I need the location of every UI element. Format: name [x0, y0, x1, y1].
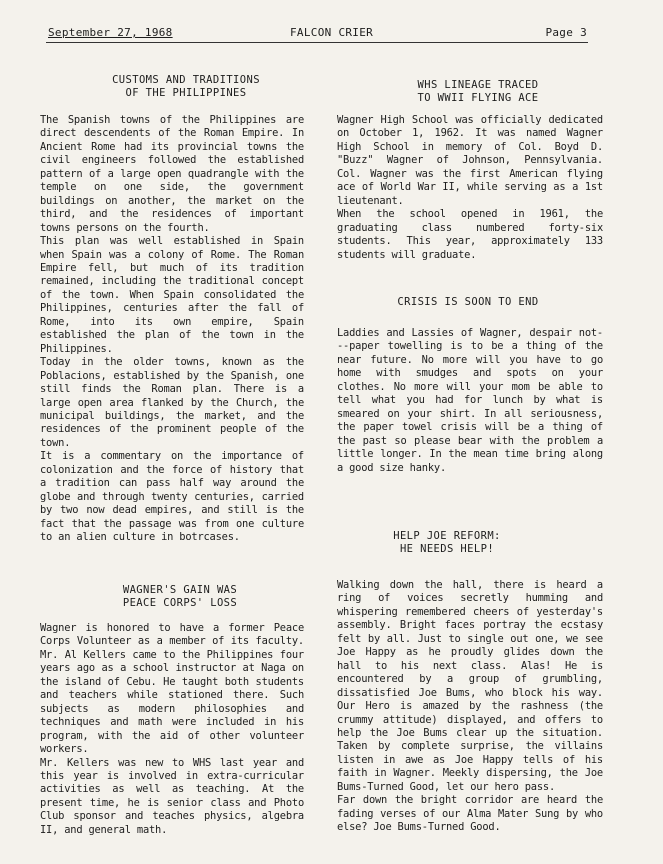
help-joe-heading: HELP JOE REFORM: HE NEEDS HELP!	[393, 530, 501, 555]
page-header	[48, 26, 585, 42]
lineage-article-body: Wagner High School was officially dedicated on October 1, 1962. It was named Wagner High School in memory of Col. Boyd D. "Buzz" Wagner of Johnson, Pennsylvania. Col. Wagner was the first American flying ace of World War II, while serving as a 1st lieutenant. When the school opened in 1961, the graduating class numbered forty-six students. This year, approximately 133 students will graduate.	[337, 114, 603, 261]
lineage-heading: WHS LINEAGE TRACED TO WWII FLYING ACE	[417, 79, 539, 104]
peace-corps-heading: WAGNER'S GAIN WAS PEACE CORPS' LOSS	[122, 584, 238, 609]
help-joe-article-body: Walking down the hall, there is heard a ring of voices secretly humming and whispering remembered cheers of yesterday's assembly. Bright faces portray the ecstasy felt by all. Just to single out one, we see Joe Happy as he proudly glides down the hall to his next class. Alas! He is encountered by a group of grumbling, dissatisfied Joe Bums, who block his way. Our Hero is amazed by the rashness (the crummy attitude) displayed, and offers to help the Joe Bums clear up the situation. Taken by complete surprise, the villains listen in awe as Joe Happy tells of his faith in Wagner. Meekly dispersing, the Joe Bums-Turned Good, let our hero pass. Far down the bright corridor are heard the fading verses of our Alma Mater Sung by who else? Joe Bums-Turned Good.	[337, 579, 603, 834]
peace-corps-article-body: Wagner is honored to have a former Peace Corps Volunteer as a member of its faculty. Mr. Al Kellers came to the Philippines four years ago as a school instructor at Naga on the island of Cebu. He taught both students and teachers while stationed there. Such subjects as modern philosophies and techniques and math were included in his program, with the aid of other volunteer workers. Mr. Kellers was new to WHS last year and this year is involved in extra-curricular activities as well as teaching. At the present time, he is senior class and Photo Club sponsor and teaches physics, algebra II, and general math.	[40, 622, 304, 836]
customs-heading: CUSTOMS AND TRADITIONS OF THE PHILIPPINES	[112, 74, 260, 99]
issue-date: September 27, 1968	[48, 26, 173, 39]
customs-article-body: The Spanish towns of the Philippines are direct descendents of the Roman Empire. In Ancient Rome had its provincial towns the civil engineers followed the established pattern of a large open quadrangle with the temple on one side, the government buildings on another, the market on the third, and the residences of important towns persons on the fourth. This plan was well established in Spain when Spain was a colony of Rome. The Roman Empire fell, but much of its tradition remained, including the traditional concept of the town. When Spain consolidated the Philippines, centuries after the fall of Rome, into its own empire, Spain established the plan of the town in the Philippines. Today in the older towns, known as the Poblacions, established by the Spanish, one still finds the Roman plan. There is a large open area flanked by the Church, the municipal buildings, the market, and the residences of the prominent people of the town. It is a commentary on the importance of colonization and the force of history that a tradition can pass half way around the globe and through twenty centuries, carried by two now dead empires, and still is the fact that the passage was from one culture to an alien culture in botrcases.	[40, 114, 304, 544]
crisis-heading: CRISIS IS SOON TO END	[397, 296, 539, 308]
crisis-article-body: Laddies and Lassies of Wagner, despair not---paper towelling is to be a thing of the near future. No more will you have to go home with smudges and spots on your clothes. No more will your mom be able to tell what you had for lunch by what is smeared on your shirt. In all seriousness, the paper towel crisis will be a thing of the past so please bear with the problem a little longer. In the mean time bring along a good size hanky.	[337, 327, 603, 474]
header-rule	[46, 42, 588, 43]
page-number: Page 3	[545, 26, 587, 39]
newspaper-title: FALCON CRIER	[290, 26, 374, 39]
